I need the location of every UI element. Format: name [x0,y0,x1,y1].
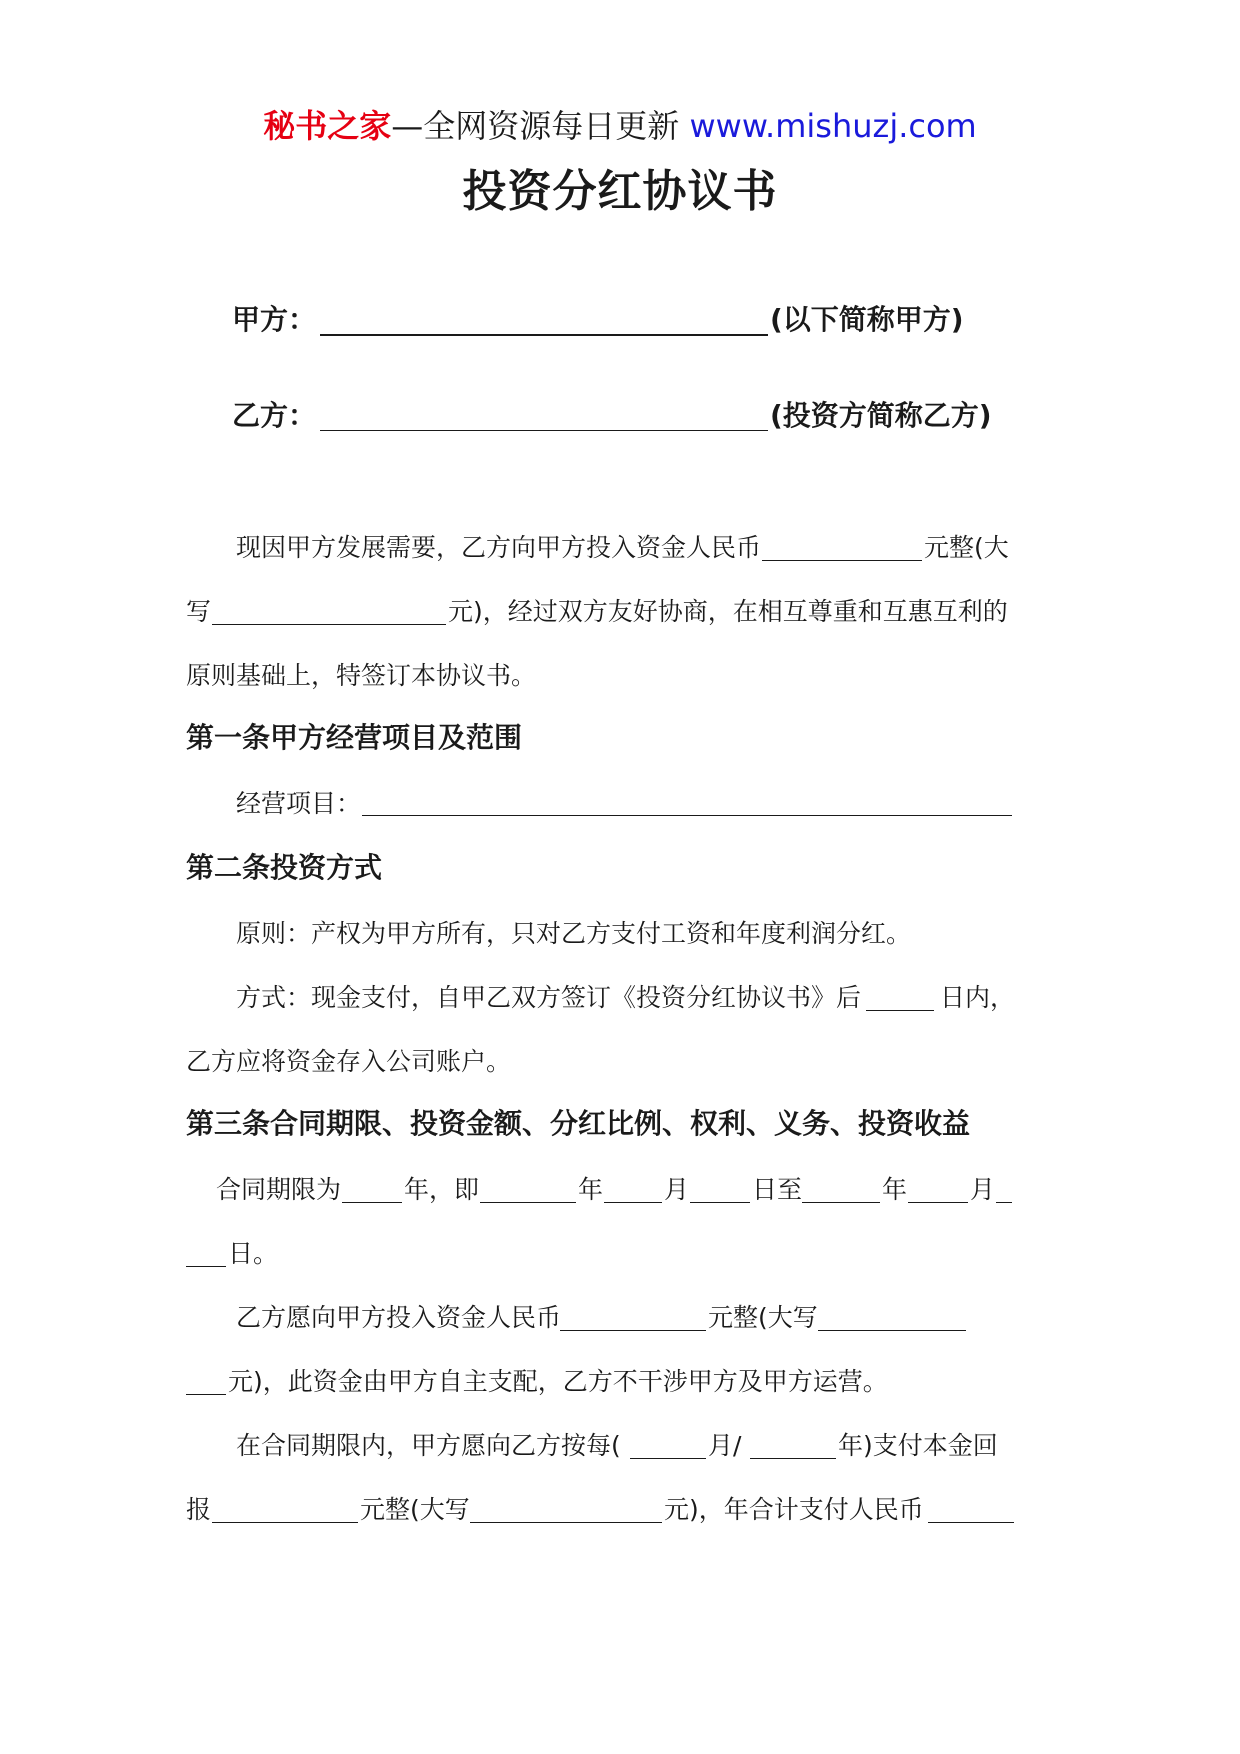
investment-amount-blank [560,1330,706,1331]
site-banner [0,104,1240,148]
investment-text-b: 元整(大写 [708,1303,818,1332]
party-b-suffix: (投资方简称乙方) [770,399,992,432]
investment-text-c: 元)，此资金由甲方自主支配，乙方不干涉甲方及甲方运营。 [228,1367,888,1396]
banner-url[interactable]: www.mishuzj.com [689,107,977,145]
intro-line-3: 原则基础上，特签订本协议书。 [186,661,537,690]
investment-capital-blank-a [818,1330,966,1331]
party-a-label: 甲方： [232,303,317,336]
intro-amount-blank [762,560,922,561]
term-text-y2: 年 [882,1175,908,1204]
article-3-heading: 第三条合同期限、投资金额、分红比例、权利、义务、投资收益 [186,1107,971,1140]
term-text-a: 合同期限为 [216,1175,342,1204]
party-b-label: 乙方： [232,399,317,432]
term-text-d2: 日。 [228,1239,279,1268]
party-a-blank [320,334,768,336]
method-days-blank [866,1010,934,1011]
term-start-day-blank [690,1202,750,1203]
term-text-m1: 月 [664,1175,690,1204]
intro-line-1b: 元整(大 [924,533,1009,562]
return-text-c: 年)支付本金回 [838,1431,998,1460]
return-amount-blank [212,1522,358,1523]
return-year-blank [750,1458,836,1459]
method-text-a: 方式：现金支付，自甲乙双方签订《投资分红协议书》后 [236,983,862,1012]
return-text-f: 元)，年合计支付人民币 [664,1495,924,1524]
intro-line-2a: 写 [186,597,212,626]
document-title: 投资分红协议书 [462,166,778,217]
method-text-c: 乙方应将资金存入公司账户。 [186,1047,512,1076]
intro-line-1a: 现因甲方发展需要，乙方向甲方投入资金人民币 [236,533,762,562]
investment-capital-blank-b [186,1394,226,1395]
term-text-d1: 日至 [752,1175,803,1204]
return-capital-blank [470,1522,662,1523]
intro-capital-blank [212,624,446,625]
intro-line-2b: 元)，经过双方友好协商，在相互尊重和互惠互利的 [448,597,1008,626]
method-text-b: 日内， [940,983,1016,1012]
return-text-e: 元整(大写 [360,1495,470,1524]
return-text-a: 在合同期限内，甲方愿向乙方按每( [236,1431,621,1460]
term-end-month-blank [908,1202,968,1203]
return-text-d: 报 [186,1495,212,1524]
term-text-m2: 月 [970,1175,996,1204]
investment-text-a: 乙方愿向甲方投入资金人民币 [236,1303,562,1332]
banner-brand: 秘书之家 [263,107,392,145]
term-end-year-blank [802,1202,880,1203]
project-label: 经营项目： [236,789,362,818]
principle-text: 原则：产权为甲方所有，只对乙方支付工资和年度利润分红。 [236,919,912,948]
return-total-blank [928,1522,1014,1523]
article-2-heading: 第二条投资方式 [186,851,383,884]
term-start-year-blank [480,1202,576,1203]
term-end-day-blank-a [996,1202,1012,1203]
party-b-blank [320,430,768,431]
term-start-month-blank [604,1202,662,1203]
return-text-b: 月/ [708,1431,742,1460]
term-text-year: 年，即 [404,1175,480,1204]
article-1-heading: 第一条甲方经营项目及范围 [186,721,523,754]
term-text-y1: 年 [578,1175,604,1204]
project-blank [362,815,1012,816]
banner-tagline: —全网资源每日更新 [391,107,680,145]
return-month-blank [630,1458,706,1459]
party-a-suffix: (以下简称甲方) [770,303,964,336]
term-years-blank [342,1202,402,1203]
term-end-day-blank-b [186,1266,226,1267]
